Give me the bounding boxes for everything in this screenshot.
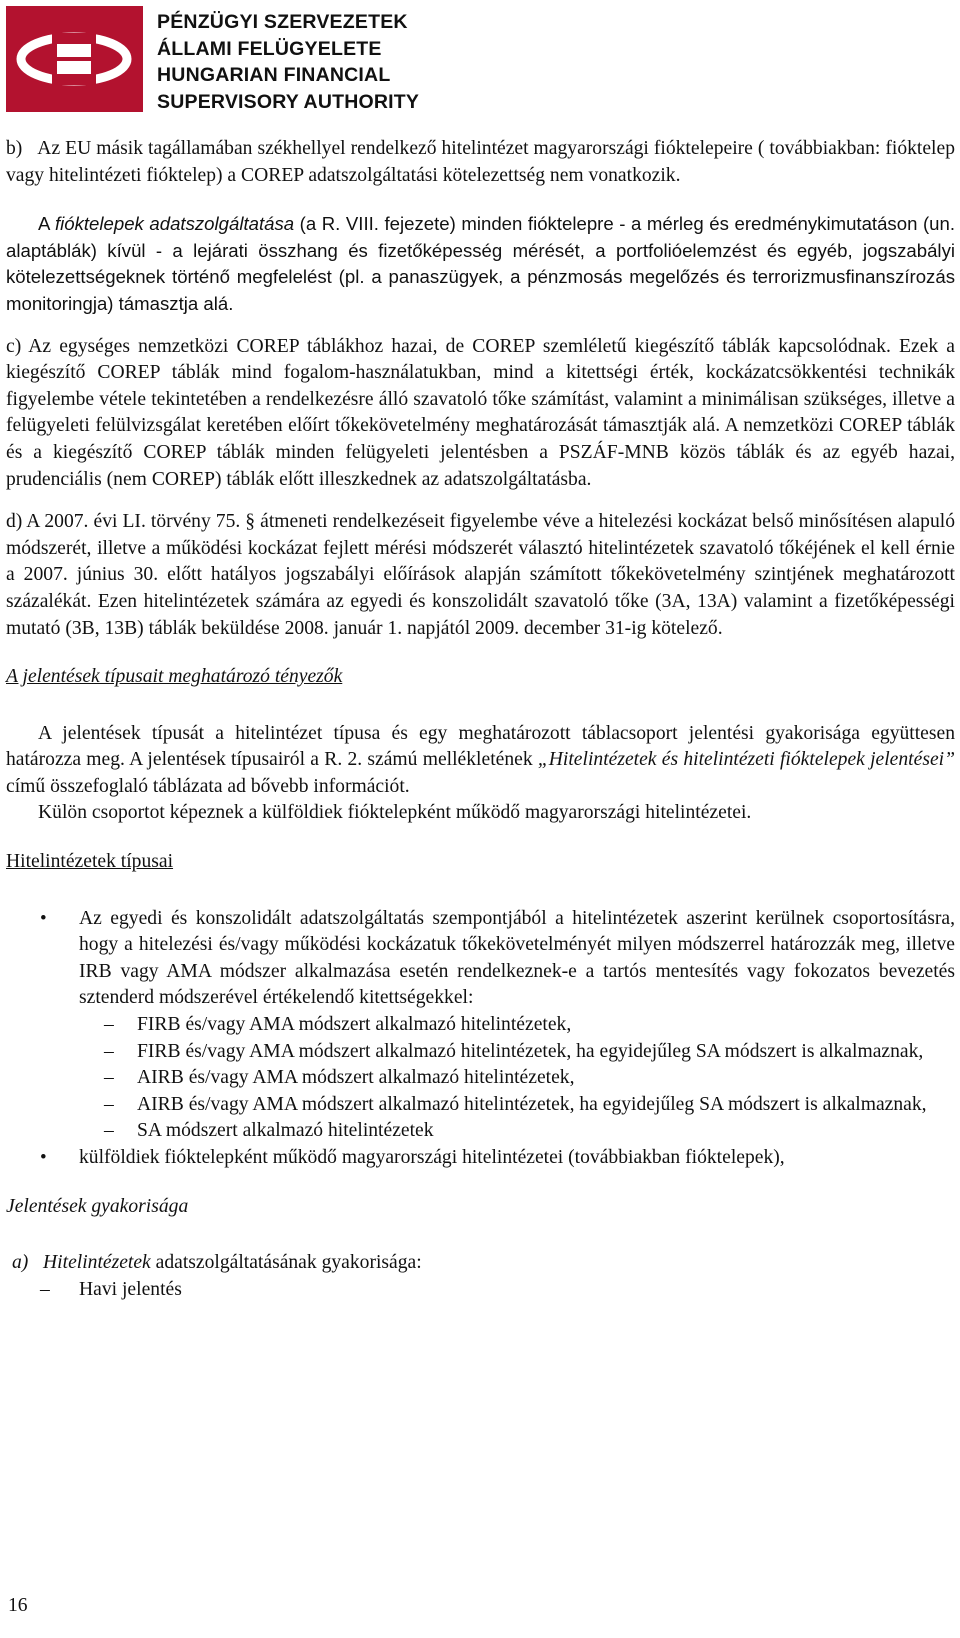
pszaf-logo xyxy=(6,6,143,112)
page-header xyxy=(6,6,419,112)
list-item xyxy=(79,1092,955,1119)
paragraph-branches-lead: A xyxy=(38,213,55,235)
frequency-item-a xyxy=(6,1250,955,1277)
paragraph-report-types-text2: című összefoglaló táblázata ad bővebb információt. xyxy=(6,775,410,797)
paragraph-report-types-italic: „Hitelintézetek és hitelintézeti fióktelepek jelentései” xyxy=(537,749,955,771)
org-line-1: PÉNZÜGYI SZERVEZETEK xyxy=(157,11,408,33)
frequency-a-label: a) xyxy=(12,1252,29,1274)
dash-icon: – xyxy=(104,1014,114,1036)
paragraph-b: b) Az EU másik tagállamában székhellyel rendelkező hitelintézet magyarországi fióktelepeire ( továbbiakban: fióktelep vagy hitelintézeti fióktelep) a COREP adatszolgáltatási kötelezettség nem vonatkozik. xyxy=(6,138,955,186)
paragraph-branches xyxy=(6,211,955,317)
frequency-a-italic: Hitelintézetek xyxy=(43,1252,151,1274)
list-item xyxy=(79,1065,955,1092)
paragraph-separate-group: Külön csoportot képeznek a külföldiek fióktelepként működő magyarországi hitelintézetei. xyxy=(38,802,752,824)
document-body xyxy=(6,136,955,1303)
dash-text: AIRB és/vagy AMA módszert alkalmazó hitelintézetek, ha egyidejűleg SA módszert is alkalmaznak, xyxy=(137,1093,927,1115)
org-line-4: SUPERVISORY AUTHORITY xyxy=(157,90,420,113)
heading-report-type-factors: A jelentések típusait meghatározó tényezők xyxy=(6,666,343,688)
dash-icon: – xyxy=(104,1040,114,1062)
dash-text: FIRB és/vagy AMA módszert alkalmazó hitelintézetek, ha egyidejűleg SA módszert is alkalmaznak, xyxy=(137,1040,924,1062)
frequency-dash-item xyxy=(6,1277,955,1304)
page-number: 16 xyxy=(8,1595,28,1616)
organization-name xyxy=(157,9,419,115)
paragraph-c: c) Az egységes nemzetközi COREP táblákhoz hazai, de COREP szemléletű kiegészítő táblák kapcsolódnak. Ezek a kiegészítő COREP táblák mind fogalom-használatukban, mind a kitettségi érték, kockázatcsökkentési technikák figyelembe vétele tekintetében a rendelkezésre álló szavatoló tőke számítást, valamint a minimálisan szükséges, illetve a felügyeleti felülvizsgálat keretében előírt tőkekövetelmény meghatározását támasztják alá. A nemzetközi COREP táblák és a kiegészítő COREP táblák minden felügyeleti jelentésben a PSZÁF-MNB közös táblák és az egyéb hazai, prudenciális (nem COREP) táblák előtt illeszkednek az adatszolgáltatásba. xyxy=(6,335,955,490)
dash-text: Havi jelentés xyxy=(79,1278,182,1300)
paragraph-branches-rest: (a R. VIII. fejezete) minden fióktelepre - a mérleg és eredménykimutatáson (un. alaptáblák) kívül - a lejárati összhang és fizetőképesség mérését, a portfolióelemzést és egyéb, jogszabályi kötelezettségeknek történő megfelelést (pl. a panaszügyek, a pénzmosás megelőzés és terrorizmusfinanszírozás monitoringja) támasztja alá. xyxy=(6,213,956,314)
org-line-3: HUNGARIAN FINANCIAL xyxy=(157,64,391,86)
list-item xyxy=(6,906,955,1145)
frequency-a-rest: adatszolgáltatásának gyakorisága: xyxy=(150,1252,422,1274)
paragraph-report-types xyxy=(6,721,955,801)
dash-icon: – xyxy=(104,1093,114,1115)
paragraph-report-types-text1: A jelentések típusát a hitelintézet típusa és egy meghatározott táblacsoport jelentési gyakorisága együttesen határozza meg. A jelentések típusairól a R. 2. számú mellékletének xyxy=(6,722,955,771)
list-item xyxy=(79,1118,955,1145)
org-line-2: ÁLLAMI FELÜGYELETE xyxy=(157,37,382,60)
heading-report-frequency: Jelentések gyakorisága xyxy=(6,1195,189,1217)
paragraph-branches-italic: fióktelepek adatszolgáltatása xyxy=(54,213,295,235)
dash-text: SA módszert alkalmazó hitelintézetek xyxy=(137,1120,434,1142)
list-item xyxy=(6,1145,955,1172)
bullet-icon: • xyxy=(40,1147,47,1168)
heading-institution-types: Hitelintézetek típusai xyxy=(6,851,174,873)
dash-icon: – xyxy=(104,1120,114,1142)
institution-types-list xyxy=(6,906,955,1172)
bullet-text: Az egyedi és konszolidált adatszolgáltatás szempontjából a hitelintézetek aszerint kerülnek csoportosításra, hogy a hitelezési és/vagy működési kockázatuk tőkekövetelményét milyen módszerrel határozzák meg, illetve IRB vagy AMA módszer alkalmazása esetén rendelkeznek-e a tartós mentesítés vagy fokozatos bevezetés sztenderd módszerével értékelendő kitettségekkel: xyxy=(79,907,955,1009)
logo-emblem-icon xyxy=(6,6,143,112)
bullet-text: külföldiek fióktelepként működő magyarországi hitelintézetei (továbbiakban fióktelepek), xyxy=(79,1147,785,1168)
dash-icon: – xyxy=(104,1067,114,1089)
list-item xyxy=(79,1012,955,1039)
dash-icon: – xyxy=(40,1278,50,1300)
bullet-icon: • xyxy=(40,907,47,929)
paragraph-d: d) A 2007. évi LI. törvény 75. § átmeneti rendelkezéseit figyelembe véve a hitelezési kockázat belső minősítésen alapuló módszerét, illetve a működési kockázat fejlett mérési módszerét választó hitelintézetek szavatoló tőkéjének el kell érnie a 2007. június 30. előtt hatályos jogszabályi előírások alapján számított tőkekövetelmény szintjének meghatározott százalékát. Ezen hitelintézetek számára az egyedi és konszolidált szavatoló tőke (3A, 13A) valamint a fizetőképességi mutató (3B, 13B) táblák beküldése 2008. január 1. napjától 2009. december 31-ig kötelező. xyxy=(6,511,955,639)
method-list xyxy=(79,1012,955,1145)
dash-text: AIRB és/vagy AMA módszert alkalmazó hitelintézetek, xyxy=(137,1067,575,1089)
list-item xyxy=(79,1039,955,1066)
dash-text: FIRB és/vagy AMA módszert alkalmazó hitelintézetek, xyxy=(137,1014,572,1036)
